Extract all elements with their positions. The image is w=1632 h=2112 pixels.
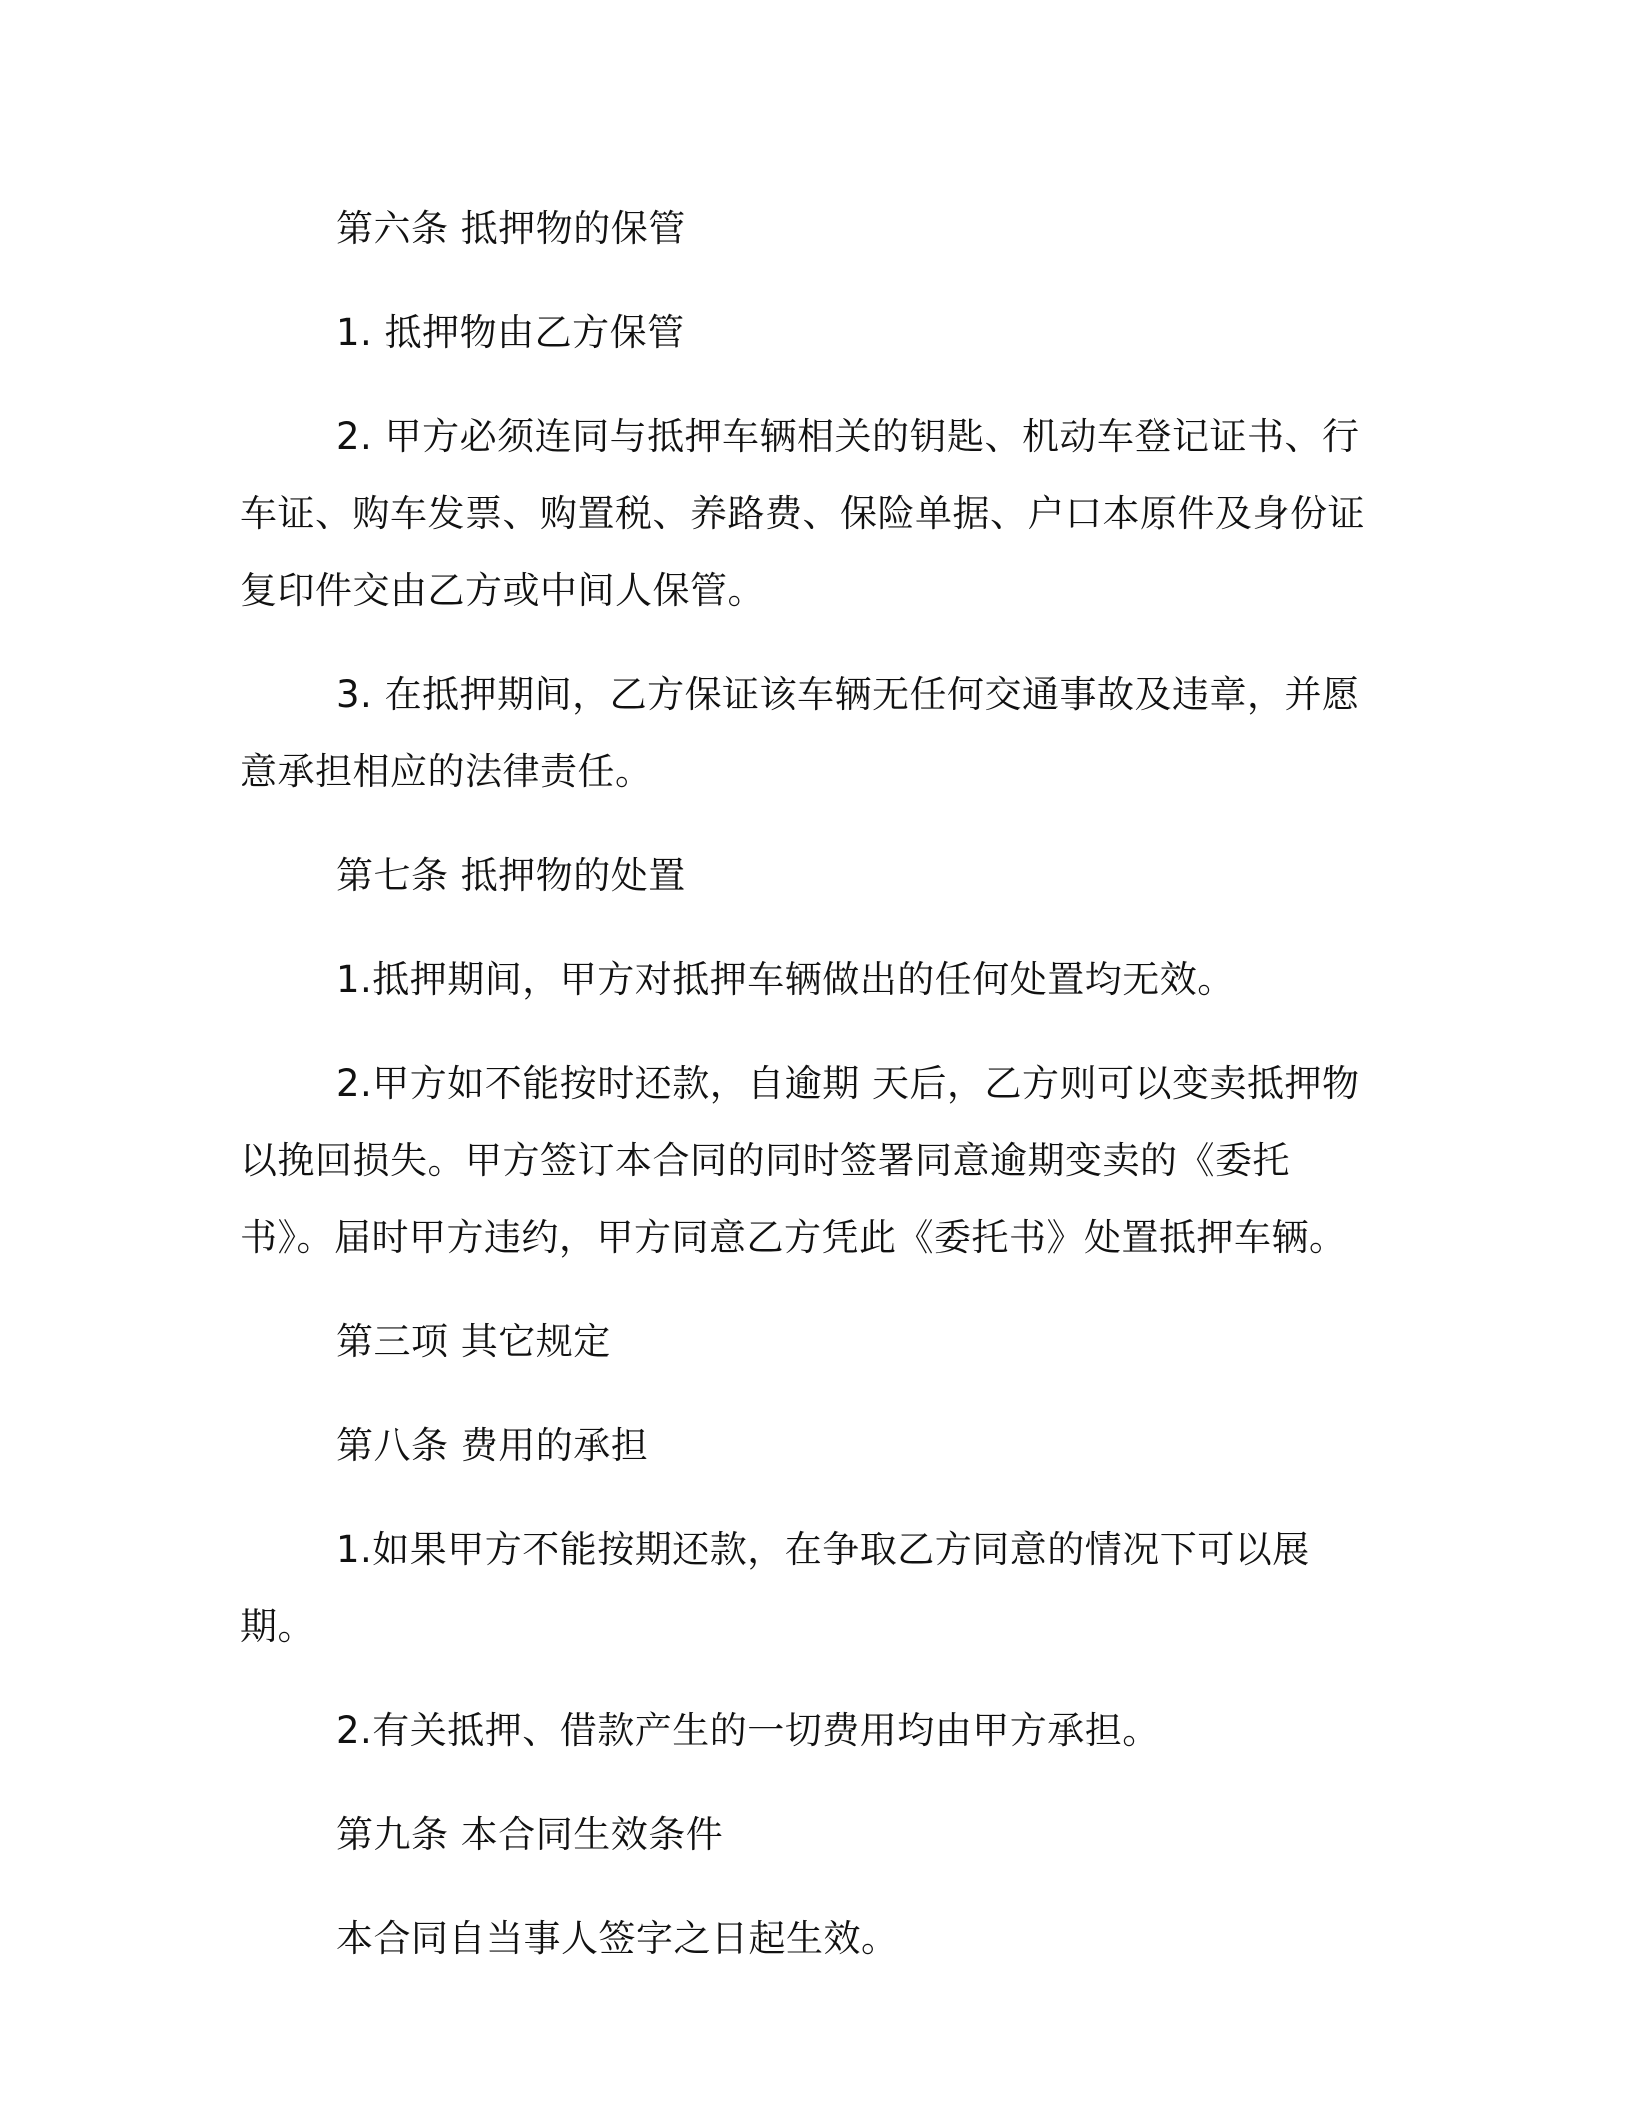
article-7-clause-2: 2.甲方如不能按时还款，自逾期 天后，乙方则可以变卖抵押物以挽回损失。甲方签订本合同的同时签署同意逾期变卖的《委托书》。届时甲方违约，甲方同意乙方凭此《委托书》处置抵押车辆。 [240, 1062, 1360, 1259]
article-7-clause-1: 1.抵押期间，甲方对抵押车辆做出的任何处置均无效。 [336, 958, 1235, 1001]
article-8-clause-2: 2.有关抵押、借款产生的一切费用均由甲方承担。 [336, 1709, 1160, 1752]
article-6-clause-3: 3. 在抵押期间，乙方保证该车辆无任何交通事故及违章，并愿意承担相应的法律责任。 [240, 673, 1360, 793]
article-6-heading: 第六条 抵押物的保管 [336, 207, 686, 250]
article-8-clause-1: 1.如果甲方不能按期还款，在争取乙方同意的情况下可以展期。 [240, 1528, 1310, 1648]
document-page [240, 190, 1380, 1977]
article-7-heading: 第七条 抵押物的处置 [336, 854, 686, 897]
section-3-heading: 第三项 其它规定 [336, 1320, 611, 1363]
article-9-heading: 第九条 本合同生效条件 [336, 1813, 724, 1856]
article-6-clause-1: 1. 抵押物由乙方保管 [336, 311, 685, 354]
article-9-body: 本合同自当事人签字之日起生效。 [336, 1917, 899, 1960]
article-6-clause-2: 2. 甲方必须连同与抵押车辆相关的钥匙、机动车登记证书、行车证、购车发票、购置税、养路费、保险单据、户口本原件及身份证复印件交由乙方或中间人保管。 [240, 415, 1365, 612]
article-8-heading: 第八条 费用的承担 [336, 1424, 649, 1467]
